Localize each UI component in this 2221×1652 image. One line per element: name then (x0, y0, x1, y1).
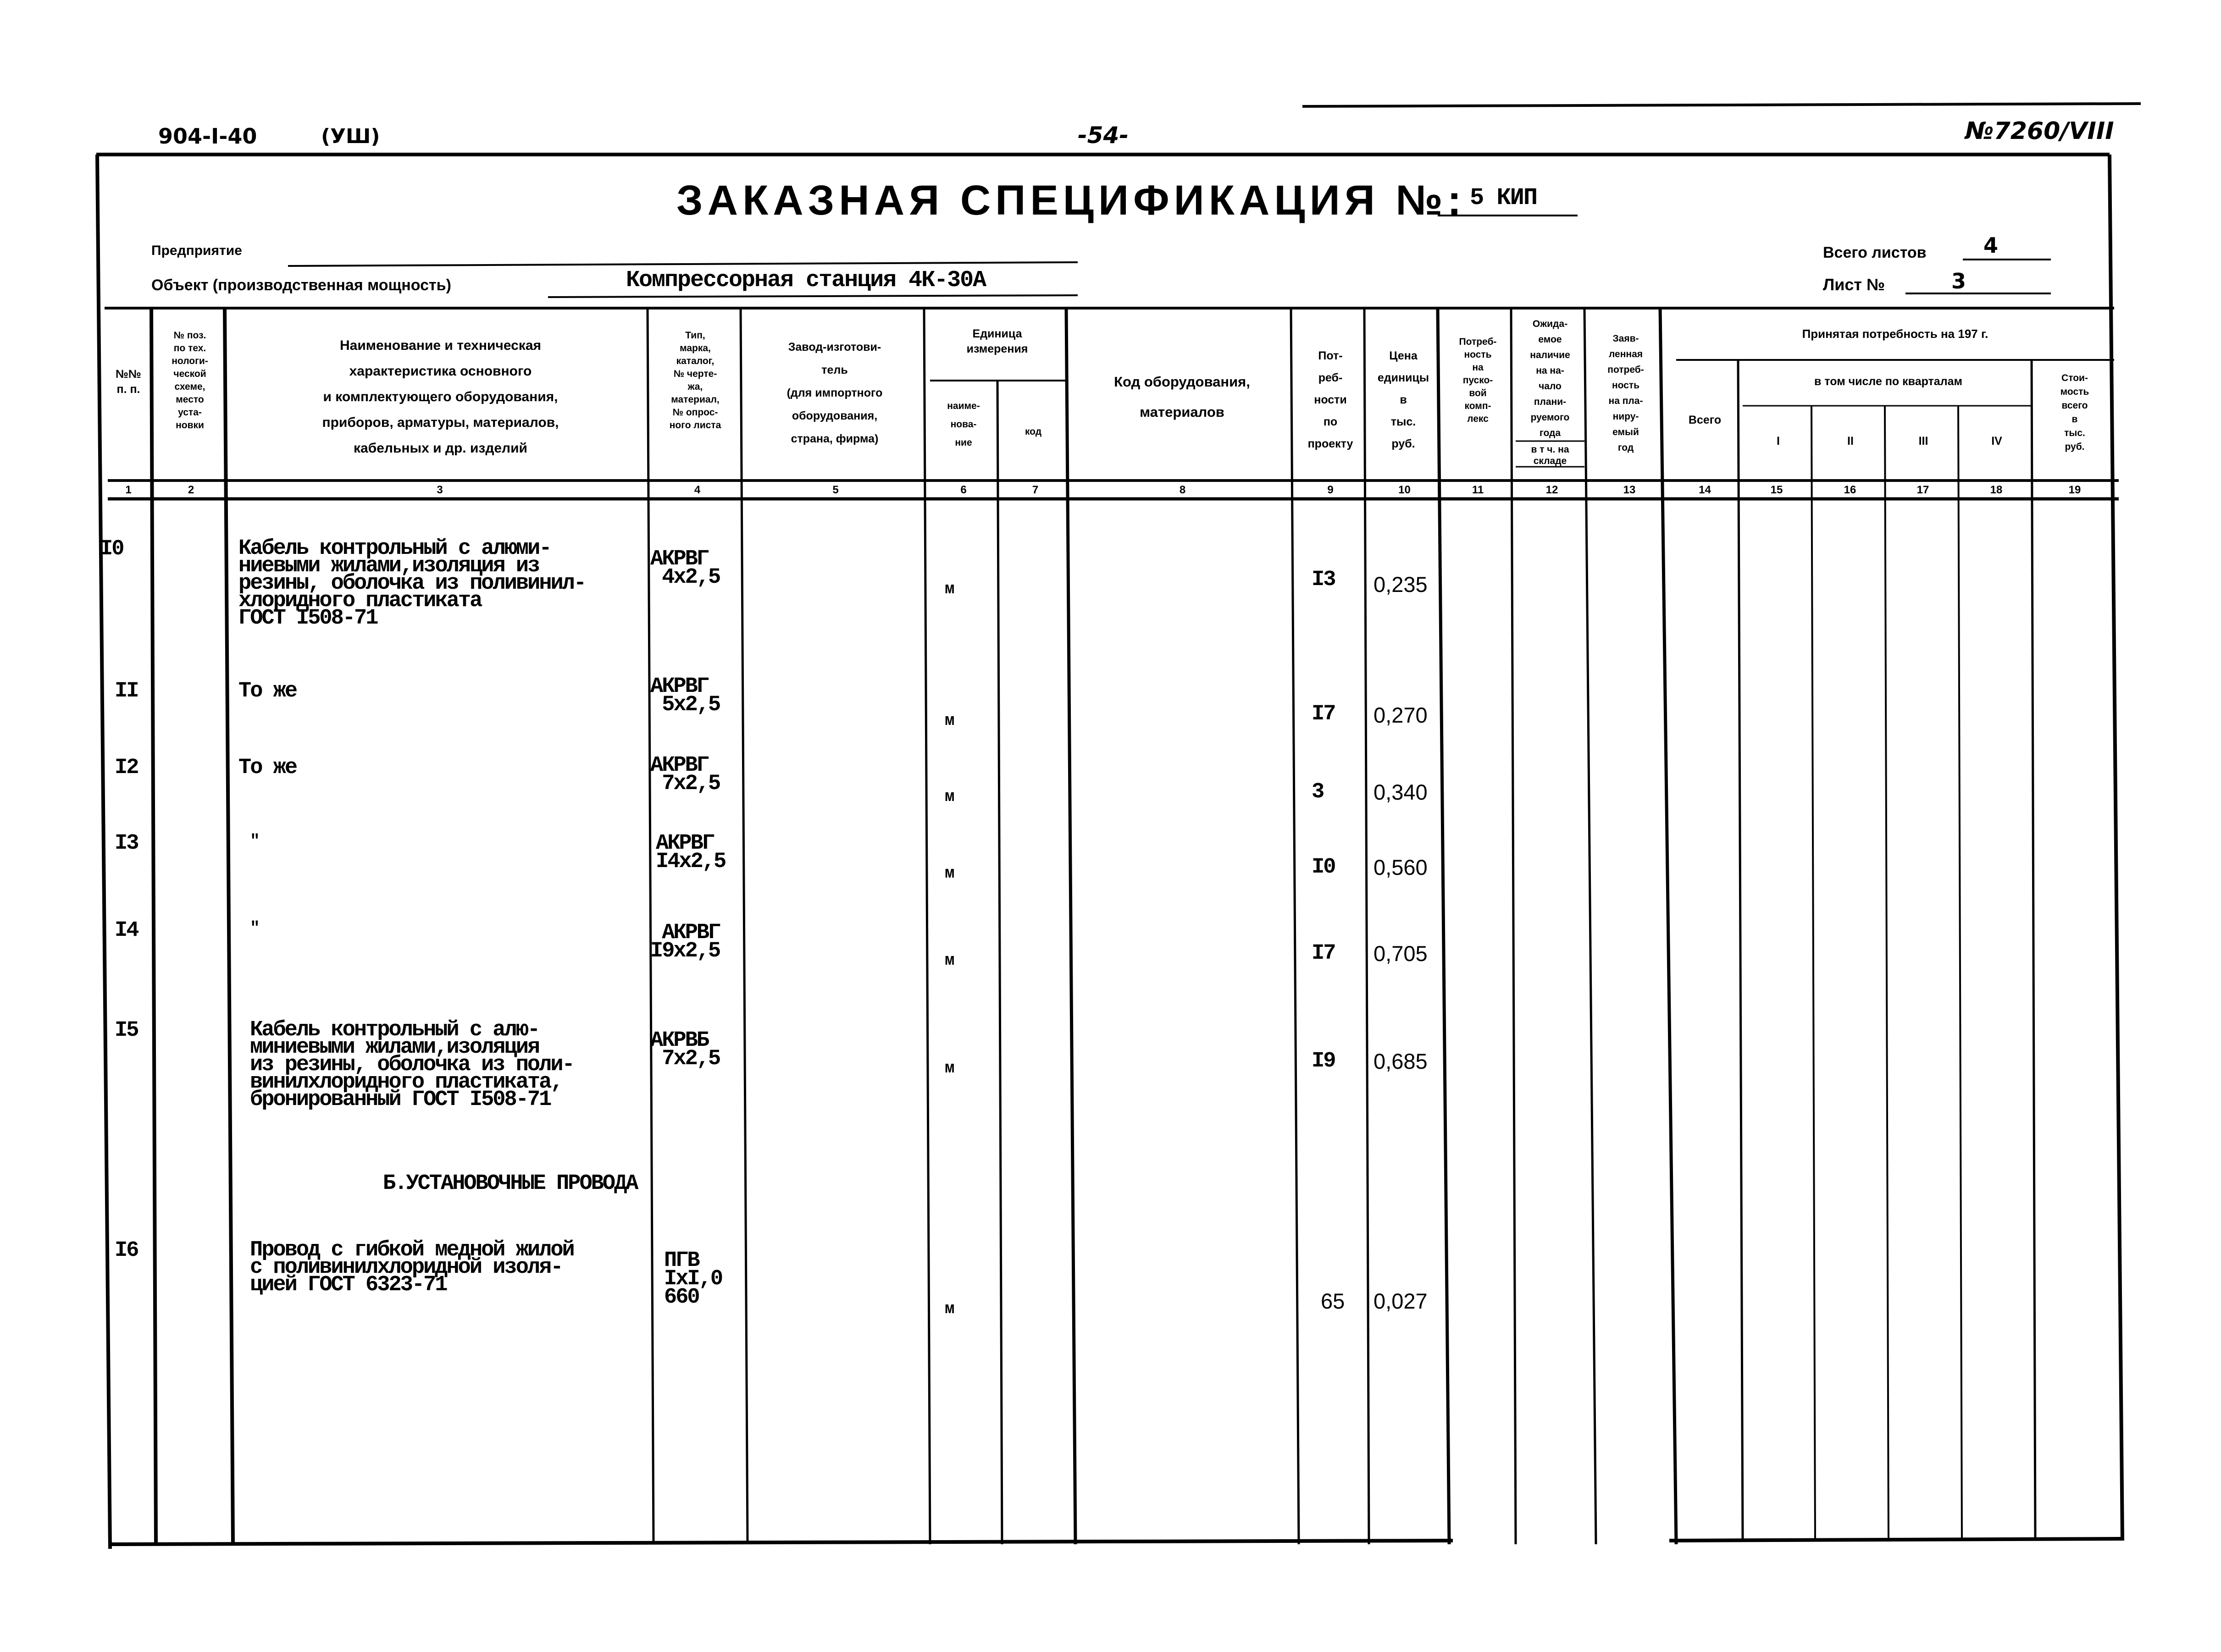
col-number: 2 (188, 484, 194, 496)
object-value: Компрессорная станция 4К-30А (626, 267, 986, 293)
col-number: 12 (1545, 484, 1558, 496)
header-c12-stock: в т ч. на складе (1531, 444, 1569, 466)
row-price: 0,027 (1374, 1289, 1428, 1313)
row-price: 0,340 (1374, 780, 1428, 804)
col-number: 7 (1032, 484, 1039, 496)
row-number: I2 (115, 756, 138, 780)
col-number: 18 (1990, 484, 2003, 496)
header-c19: Стои- мость всего в тыс. руб. (2060, 373, 2089, 452)
header-c16: II (1847, 435, 1854, 448)
col-number: 19 (2068, 484, 2081, 496)
header-c1: №№ п. п. (116, 368, 141, 396)
row-price: 0,685 (1374, 1049, 1428, 1073)
col-number: 13 (1623, 484, 1636, 496)
row-price: 0,560 (1374, 855, 1428, 879)
col-number: 9 (1327, 484, 1334, 496)
row-name: То же (238, 679, 297, 703)
row-name: " (250, 832, 259, 851)
doc-part: (УШ) (321, 125, 380, 148)
row-price: 0,705 (1374, 941, 1428, 966)
header-c6-7: Единица измерения (966, 327, 1028, 355)
row-number: I4 (115, 918, 138, 943)
row-type: АКРВГ I4х2,5 (656, 831, 726, 874)
header-c4: Тип, марка, каталог, № черте- жа, материал, № опрос- ного листа (669, 330, 721, 431)
row-quantity: I3 (1312, 568, 1335, 592)
header-c8: Код оборудования, материалов (1114, 374, 1250, 420)
row-number: I5 (115, 1018, 138, 1043)
row-quantity: 3 (1312, 780, 1324, 804)
row-number: II (115, 679, 138, 703)
row-quantity: I0 (1312, 855, 1335, 879)
header-c14: Всего (1688, 414, 1722, 426)
row-name: Провод с гибкой медной жилой с поливинилхлоридной изоля- цией ГОСТ 6323-71 (250, 1238, 574, 1297)
page-number: -54- (1078, 122, 1129, 149)
row-unit: м (945, 711, 953, 730)
col-number: 4 (694, 484, 701, 496)
row-unit: м (945, 1299, 953, 1318)
col-number: 5 (832, 484, 839, 496)
row-number: I6 (115, 1238, 138, 1263)
row-type: АКРВГ I9х2,5 (650, 921, 720, 963)
row-quantity: I7 (1312, 941, 1335, 966)
total-sheets-value: 4 (1983, 233, 1999, 258)
col-number: 8 (1179, 484, 1186, 496)
row-name: " (250, 919, 259, 938)
col-number: 3 (437, 484, 443, 496)
header-c13: Заяв- ленная потреб- ность на пла- ниру- емый год (1607, 333, 1644, 453)
row-number: I3 (115, 831, 138, 856)
col-number: 15 (1770, 484, 1783, 496)
header-c10: Цена единицы в тыс. руб. (1377, 349, 1429, 450)
row-name: Кабель контрольный с алю- миниевыми жилами,изоляция из резины, оболочка из поли- винилхлоридного пластиката, бронированный ГОСТ I508-71 (250, 1018, 574, 1112)
header-c17: III (1918, 435, 1928, 448)
doc-code: 904-I-40 (158, 124, 257, 149)
header-c14-19: Принятая потребность на 197 г. (1802, 327, 1988, 341)
enterprise-label: Предприятие (151, 243, 242, 258)
row-unit: м (945, 1059, 953, 1077)
row-type: АКРВГ 5х2,5 (650, 674, 720, 717)
header-c3: Наименование и техническая характеристика основного и комплектующего оборудования, приборов, арматуры, материалов, кабельных и др. изделий (322, 338, 559, 456)
header-c9: Пот- реб- ности по проекту (1307, 349, 1353, 450)
col-number: 17 (1916, 484, 1929, 496)
col-number: 14 (1699, 484, 1711, 496)
header-c7: код (1025, 426, 1042, 437)
header-c15-18: в том числе по кварталам (1814, 375, 1962, 388)
row-quantity: I9 (1312, 1049, 1335, 1073)
page-title: ЗАКАЗНАЯ СПЕЦИФИКАЦИЯ №: (676, 177, 1466, 224)
sheet-label: Лист № (1823, 275, 1885, 294)
row-name: Кабель контрольный с алюми- ниевыми жилами,изоляция из резины, оболочка из поливинил- хлоридного пластиката ГОСТ I508-71 (238, 536, 586, 630)
registration-number: №7260/VIII (1965, 117, 2114, 145)
total-sheets-label: Всего листов (1823, 244, 1927, 261)
header-c5: Завод-изготови- тель (для импортного оборудования, страна, фирма) (786, 341, 883, 445)
row-price: 0,270 (1374, 703, 1428, 727)
header-c2: № поз. по тех. нологи- ческой схеме, место уста- новки (172, 330, 208, 431)
header-c12: Ожида- емое наличие на на- чало плани- руемого года (1530, 319, 1570, 438)
row-type: АКРВГ 4х2,5 (650, 547, 720, 590)
row-unit: м (945, 580, 953, 598)
row-unit: м (945, 787, 953, 806)
row-type: ПГВ IхI,0 660 (664, 1249, 722, 1309)
row-number: I0 (100, 537, 123, 561)
col-number: 16 (1844, 484, 1856, 496)
col-number: 1 (125, 484, 132, 496)
row-quantity: I7 (1312, 702, 1335, 726)
row-quantity: 65 (1321, 1289, 1345, 1313)
row-unit: м (945, 951, 953, 970)
row-type: АКРВГ 7х2,5 (650, 753, 720, 796)
header-c6: наиме- нова- ние (947, 401, 980, 448)
header-c15: I (1777, 435, 1780, 448)
col-number: 11 (1472, 484, 1484, 496)
header-c18: IV (1991, 435, 2002, 448)
row-unit: м (945, 864, 953, 883)
row-price: 0,235 (1374, 572, 1428, 597)
sheet-value: 3 (1951, 269, 1966, 293)
section-heading: Б.УСТАНОВОЧНЫЕ ПРОВОДА (383, 1171, 637, 1196)
object-label: Объект (производственная мощность) (151, 276, 451, 294)
spec-number: 5 КИП (1470, 184, 1537, 211)
col-number: 10 (1398, 484, 1411, 496)
row-type: АКРВБ 7х2,5 (650, 1028, 720, 1071)
header-c11: Потреб- ность на пуско- вой комп- лекс (1459, 337, 1497, 424)
col-number: 6 (960, 484, 967, 496)
row-name: То же (238, 756, 297, 780)
